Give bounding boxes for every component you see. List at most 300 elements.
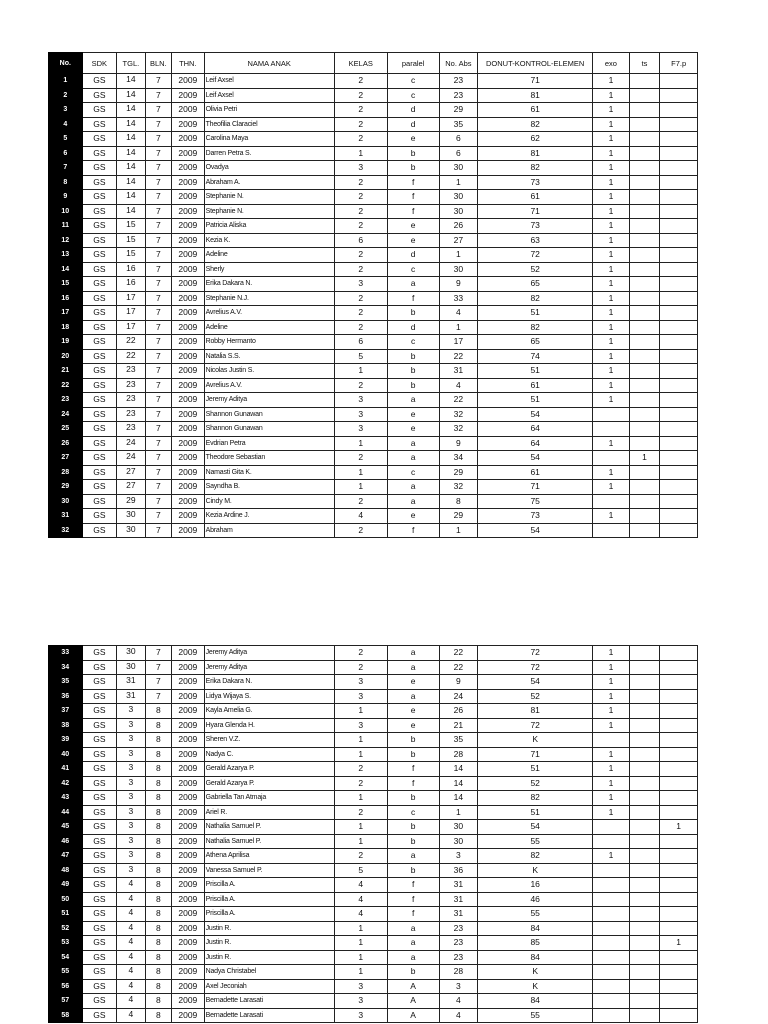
- cell-tgl: 16: [117, 262, 145, 277]
- cell-kelas: 3: [334, 675, 387, 690]
- cell-no: 37: [49, 704, 83, 719]
- cell-nama: Axel Jeconiah: [204, 979, 334, 994]
- table-row: [49, 451, 698, 466]
- cell-kelas: 6: [334, 233, 387, 248]
- cell-no: 41: [49, 762, 83, 777]
- cell-no: 56: [49, 979, 83, 994]
- cell-f7p: [660, 523, 698, 538]
- cell-kelas: 2: [334, 190, 387, 205]
- cell-nama: Carolina Maya: [204, 132, 334, 147]
- cell-no-abs: 32: [439, 480, 478, 495]
- cell-no: 2: [49, 88, 83, 103]
- cell-thn: 2009: [172, 480, 205, 495]
- cell-f7p: [660, 965, 698, 980]
- cell-paralel: b: [387, 349, 439, 364]
- cell-exo: 1: [593, 747, 630, 762]
- table-row: [49, 117, 698, 132]
- cell-no-abs: 6: [439, 146, 478, 161]
- data-table-bottom: [48, 645, 698, 1023]
- cell-ts: [629, 465, 660, 480]
- cell-sdk: GS: [82, 117, 117, 132]
- cell-paralel: a: [387, 921, 439, 936]
- cell-donut: 81: [478, 146, 593, 161]
- cell-ts: [629, 994, 660, 1009]
- cell-bln: 7: [145, 646, 171, 661]
- cell-ts: [629, 132, 660, 147]
- cell-no: 12: [49, 233, 83, 248]
- cell-ts: [629, 175, 660, 190]
- cell-f7p: [660, 349, 698, 364]
- cell-no: 9: [49, 190, 83, 205]
- cell-bln: 8: [145, 718, 171, 733]
- cell-exo: [593, 907, 630, 922]
- cell-sdk: GS: [82, 936, 117, 951]
- cell-exo: [593, 950, 630, 965]
- cell-thn: 2009: [172, 733, 205, 748]
- cell-bln: 8: [145, 805, 171, 820]
- cell-sdk: GS: [82, 994, 117, 1009]
- cell-donut: K: [478, 733, 593, 748]
- header-row: [49, 53, 698, 74]
- cell-donut: 61: [478, 465, 593, 480]
- cell-tgl: 15: [117, 233, 145, 248]
- cell-tgl: 4: [117, 892, 145, 907]
- cell-sdk: GS: [82, 436, 117, 451]
- cell-tgl: 4: [117, 950, 145, 965]
- cell-exo: 1: [593, 480, 630, 495]
- cell-f7p: [660, 494, 698, 509]
- cell-donut: 16: [478, 878, 593, 893]
- cell-exo: [593, 965, 630, 980]
- cell-no-abs: 22: [439, 646, 478, 661]
- cell-nama: Nadya C.: [204, 747, 334, 762]
- cell-exo: 1: [593, 175, 630, 190]
- cell-tgl: 23: [117, 393, 145, 408]
- cell-no: 23: [49, 393, 83, 408]
- cell-ts: [629, 306, 660, 321]
- cell-paralel: c: [387, 805, 439, 820]
- cell-thn: 2009: [172, 646, 205, 661]
- cell-paralel: a: [387, 849, 439, 864]
- cell-no-abs: 27: [439, 233, 478, 248]
- cell-sdk: GS: [82, 892, 117, 907]
- cell-tgl: 30: [117, 509, 145, 524]
- cell-no-abs: 33: [439, 291, 478, 306]
- cell-no-abs: 30: [439, 834, 478, 849]
- table-row: [49, 494, 698, 509]
- cell-exo: [593, 921, 630, 936]
- cell-no-abs: 4: [439, 1008, 478, 1023]
- cell-paralel: e: [387, 219, 439, 234]
- cell-no-abs: 4: [439, 378, 478, 393]
- cell-exo: 1: [593, 74, 630, 89]
- cell-donut: 72: [478, 718, 593, 733]
- cell-nama: Kayla Amelia G.: [204, 704, 334, 719]
- cell-kelas: 3: [334, 718, 387, 733]
- cell-bln: 7: [145, 364, 171, 379]
- cell-thn: 2009: [172, 979, 205, 994]
- cell-nama: Sherly: [204, 262, 334, 277]
- cell-f7p: [660, 480, 698, 495]
- cell-ts: [629, 936, 660, 951]
- cell-donut: 65: [478, 277, 593, 292]
- cell-donut: 51: [478, 364, 593, 379]
- cell-sdk: GS: [82, 378, 117, 393]
- cell-bln: 8: [145, 762, 171, 777]
- cell-ts: [629, 979, 660, 994]
- cell-kelas: 3: [334, 277, 387, 292]
- cell-thn: 2009: [172, 132, 205, 147]
- cell-thn: 2009: [172, 762, 205, 777]
- cell-ts: [629, 704, 660, 719]
- cell-kelas: 1: [334, 436, 387, 451]
- cell-paralel: a: [387, 277, 439, 292]
- cell-donut: 82: [478, 320, 593, 335]
- cell-paralel: d: [387, 117, 439, 132]
- cell-no: 21: [49, 364, 83, 379]
- cell-donut: K: [478, 965, 593, 980]
- cell-bln: 7: [145, 262, 171, 277]
- cell-tgl: 17: [117, 291, 145, 306]
- cell-sdk: GS: [82, 451, 117, 466]
- cell-thn: 2009: [172, 349, 205, 364]
- cell-no-abs: 3: [439, 979, 478, 994]
- cell-ts: [629, 965, 660, 980]
- cell-ts: [629, 747, 660, 762]
- cell-no-abs: 28: [439, 965, 478, 980]
- cell-exo: 1: [593, 791, 630, 806]
- cell-donut: 51: [478, 762, 593, 777]
- cell-ts: [629, 74, 660, 89]
- cell-sdk: GS: [82, 733, 117, 748]
- cell-paralel: b: [387, 747, 439, 762]
- cell-f7p: [660, 762, 698, 777]
- table-row: [49, 465, 698, 480]
- cell-exo: 1: [593, 88, 630, 103]
- cell-f7p: [660, 892, 698, 907]
- cell-exo: [593, 407, 630, 422]
- cell-tgl: 31: [117, 689, 145, 704]
- cell-exo: [593, 979, 630, 994]
- cell-f7p: [660, 335, 698, 350]
- cell-exo: 1: [593, 161, 630, 176]
- table-row: [49, 436, 698, 451]
- cell-donut: 55: [478, 834, 593, 849]
- cell-bln: 7: [145, 88, 171, 103]
- cell-thn: 2009: [172, 117, 205, 132]
- cell-sdk: GS: [82, 776, 117, 791]
- table-row: [49, 146, 698, 161]
- cell-paralel: e: [387, 422, 439, 437]
- cell-donut: 54: [478, 675, 593, 690]
- cell-kelas: 3: [334, 994, 387, 1009]
- cell-paralel: e: [387, 704, 439, 719]
- cell-paralel: a: [387, 436, 439, 451]
- cell-kelas: 1: [334, 834, 387, 849]
- cell-nama: Nathalia Samuel P.: [204, 820, 334, 835]
- cell-bln: 8: [145, 1008, 171, 1023]
- cell-no-abs: 32: [439, 407, 478, 422]
- cell-sdk: GS: [82, 175, 117, 190]
- table-row: [49, 878, 698, 893]
- cell-paralel: f: [387, 907, 439, 922]
- cell-f7p: [660, 378, 698, 393]
- cell-paralel: a: [387, 660, 439, 675]
- cell-donut: 52: [478, 262, 593, 277]
- cell-thn: 2009: [172, 393, 205, 408]
- cell-no-abs: 29: [439, 465, 478, 480]
- cell-no: 49: [49, 878, 83, 893]
- cell-donut: 73: [478, 175, 593, 190]
- cell-paralel: f: [387, 892, 439, 907]
- cell-no: 4: [49, 117, 83, 132]
- cell-bln: 7: [145, 675, 171, 690]
- cell-donut: 82: [478, 117, 593, 132]
- cell-tgl: 17: [117, 306, 145, 321]
- cell-no: 36: [49, 689, 83, 704]
- cell-donut: 61: [478, 103, 593, 118]
- table-row: [49, 718, 698, 733]
- cell-no-abs: 24: [439, 689, 478, 704]
- cell-sdk: GS: [82, 262, 117, 277]
- cell-paralel: f: [387, 190, 439, 205]
- cell-ts: [629, 422, 660, 437]
- cell-kelas: 2: [334, 74, 387, 89]
- cell-kelas: 1: [334, 936, 387, 951]
- cell-donut: 82: [478, 791, 593, 806]
- cell-sdk: GS: [82, 161, 117, 176]
- cell-sdk: GS: [82, 219, 117, 234]
- cell-bln: 7: [145, 117, 171, 132]
- cell-paralel: b: [387, 161, 439, 176]
- cell-ts: [629, 88, 660, 103]
- table-row: [49, 393, 698, 408]
- cell-paralel: d: [387, 320, 439, 335]
- cell-nama: Nathalia Samuel P.: [204, 834, 334, 849]
- cell-exo: [593, 422, 630, 437]
- table-row: [49, 849, 698, 864]
- cell-f7p: [660, 994, 698, 1009]
- cell-no: 30: [49, 494, 83, 509]
- table-row: [49, 791, 698, 806]
- cell-exo: [593, 494, 630, 509]
- cell-bln: 8: [145, 733, 171, 748]
- cell-sdk: GS: [82, 465, 117, 480]
- cell-no-abs: 1: [439, 320, 478, 335]
- cell-no: 32: [49, 523, 83, 538]
- table-row: [49, 161, 698, 176]
- cell-no-abs: 30: [439, 262, 478, 277]
- cell-paralel: A: [387, 979, 439, 994]
- cell-kelas: 2: [334, 248, 387, 263]
- cell-bln: 7: [145, 320, 171, 335]
- cell-kelas: 1: [334, 465, 387, 480]
- cell-f7p: [660, 393, 698, 408]
- cell-no-abs: 26: [439, 219, 478, 234]
- cell-no-abs: 9: [439, 436, 478, 451]
- cell-bln: 7: [145, 689, 171, 704]
- cell-no-abs: 9: [439, 277, 478, 292]
- cell-no: 45: [49, 820, 83, 835]
- cell-kelas: 2: [334, 306, 387, 321]
- cell-nama: Theofilia Claraciel: [204, 117, 334, 132]
- cell-paralel: c: [387, 74, 439, 89]
- cell-bln: 7: [145, 74, 171, 89]
- cell-paralel: A: [387, 1008, 439, 1023]
- cell-f7p: [660, 132, 698, 147]
- cell-sdk: GS: [82, 132, 117, 147]
- cell-nama: Sheren V.Z.: [204, 733, 334, 748]
- cell-exo: [593, 878, 630, 893]
- cell-no: 16: [49, 291, 83, 306]
- cell-f7p: [660, 233, 698, 248]
- cell-kelas: 2: [334, 117, 387, 132]
- cell-no-abs: 26: [439, 704, 478, 719]
- cell-exo: [593, 892, 630, 907]
- cell-paralel: b: [387, 863, 439, 878]
- cell-thn: 2009: [172, 820, 205, 835]
- table-row: [49, 834, 698, 849]
- table-row: [49, 422, 698, 437]
- cell-exo: 1: [593, 204, 630, 219]
- cell-thn: 2009: [172, 863, 205, 878]
- cell-thn: 2009: [172, 523, 205, 538]
- cell-ts: [629, 161, 660, 176]
- cell-no-abs: 14: [439, 791, 478, 806]
- cell-nama: Darren Petra S.: [204, 146, 334, 161]
- cell-no-abs: 31: [439, 892, 478, 907]
- cell-nama: Evdrian Petra: [204, 436, 334, 451]
- cell-tgl: 17: [117, 320, 145, 335]
- cell-paralel: a: [387, 646, 439, 661]
- cell-kelas: 3: [334, 979, 387, 994]
- table-row: [49, 407, 698, 422]
- cell-no: 53: [49, 936, 83, 951]
- cell-donut: 84: [478, 921, 593, 936]
- cell-paralel: c: [387, 465, 439, 480]
- table-row: [49, 175, 698, 190]
- table-row: [49, 994, 698, 1009]
- cell-ts: [629, 1008, 660, 1023]
- cell-paralel: e: [387, 718, 439, 733]
- cell-no-abs: 6: [439, 132, 478, 147]
- table-row: [49, 950, 698, 965]
- header-no-abs: No. Abs: [439, 53, 478, 74]
- cell-no-abs: 23: [439, 88, 478, 103]
- cell-exo: 1: [593, 291, 630, 306]
- cell-ts: [629, 103, 660, 118]
- cell-ts: [629, 378, 660, 393]
- cell-nama: Leif Axsel: [204, 88, 334, 103]
- header-thn: THN.: [172, 53, 205, 74]
- cell-nama: Lidya Wijaya S.: [204, 689, 334, 704]
- cell-exo: 1: [593, 190, 630, 205]
- cell-paralel: f: [387, 204, 439, 219]
- cell-kelas: 3: [334, 161, 387, 176]
- cell-sdk: GS: [82, 364, 117, 379]
- cell-no: 11: [49, 219, 83, 234]
- cell-nama: Robby Hermanto: [204, 335, 334, 350]
- cell-kelas: 3: [334, 407, 387, 422]
- cell-no: 43: [49, 791, 83, 806]
- cell-thn: 2009: [172, 994, 205, 1009]
- cell-bln: 7: [145, 132, 171, 147]
- cell-no-abs: 28: [439, 747, 478, 762]
- cell-paralel: e: [387, 407, 439, 422]
- cell-paralel: f: [387, 762, 439, 777]
- cell-donut: 62: [478, 132, 593, 147]
- cell-f7p: [660, 849, 698, 864]
- cell-bln: 7: [145, 523, 171, 538]
- cell-sdk: GS: [82, 407, 117, 422]
- cell-nama: Ariel R.: [204, 805, 334, 820]
- cell-kelas: 4: [334, 907, 387, 922]
- cell-sdk: GS: [82, 863, 117, 878]
- cell-thn: 2009: [172, 965, 205, 980]
- cell-nama: Nicolas Justin S.: [204, 364, 334, 379]
- cell-nama: Jeremy Aditya: [204, 660, 334, 675]
- cell-bln: 7: [145, 277, 171, 292]
- cell-bln: 8: [145, 776, 171, 791]
- cell-bln: 8: [145, 704, 171, 719]
- cell-paralel: e: [387, 233, 439, 248]
- cell-thn: 2009: [172, 791, 205, 806]
- header-kelas: KELAS: [334, 53, 387, 74]
- cell-thn: 2009: [172, 509, 205, 524]
- cell-no: 24: [49, 407, 83, 422]
- table-row: [49, 762, 698, 777]
- cell-thn: 2009: [172, 364, 205, 379]
- cell-exo: 1: [593, 248, 630, 263]
- cell-ts: [629, 146, 660, 161]
- table-row: [49, 480, 698, 495]
- cell-f7p: [660, 422, 698, 437]
- cell-no: 6: [49, 146, 83, 161]
- cell-f7p: 1: [660, 936, 698, 951]
- cell-ts: [629, 291, 660, 306]
- cell-no: 14: [49, 262, 83, 277]
- cell-paralel: a: [387, 689, 439, 704]
- cell-f7p: [660, 204, 698, 219]
- cell-f7p: [660, 747, 698, 762]
- table-row: [49, 660, 698, 675]
- cell-ts: [629, 349, 660, 364]
- cell-thn: 2009: [172, 233, 205, 248]
- cell-thn: 2009: [172, 378, 205, 393]
- cell-ts: [629, 762, 660, 777]
- cell-sdk: GS: [82, 834, 117, 849]
- cell-nama: Adeline: [204, 248, 334, 263]
- cell-ts: [629, 776, 660, 791]
- cell-tgl: 4: [117, 936, 145, 951]
- cell-thn: 2009: [172, 219, 205, 234]
- cell-thn: 2009: [172, 689, 205, 704]
- table-row: [49, 646, 698, 661]
- cell-paralel: f: [387, 523, 439, 538]
- cell-f7p: [660, 291, 698, 306]
- cell-f7p: [660, 805, 698, 820]
- cell-f7p: [660, 161, 698, 176]
- cell-tgl: 23: [117, 422, 145, 437]
- cell-nama: Hyara Glenda H.: [204, 718, 334, 733]
- cell-donut: 55: [478, 1008, 593, 1023]
- cell-nama: Avrelius A.V.: [204, 378, 334, 393]
- cell-sdk: GS: [82, 878, 117, 893]
- table-row: [49, 132, 698, 147]
- cell-sdk: GS: [82, 509, 117, 524]
- cell-kelas: 2: [334, 805, 387, 820]
- cell-f7p: [660, 950, 698, 965]
